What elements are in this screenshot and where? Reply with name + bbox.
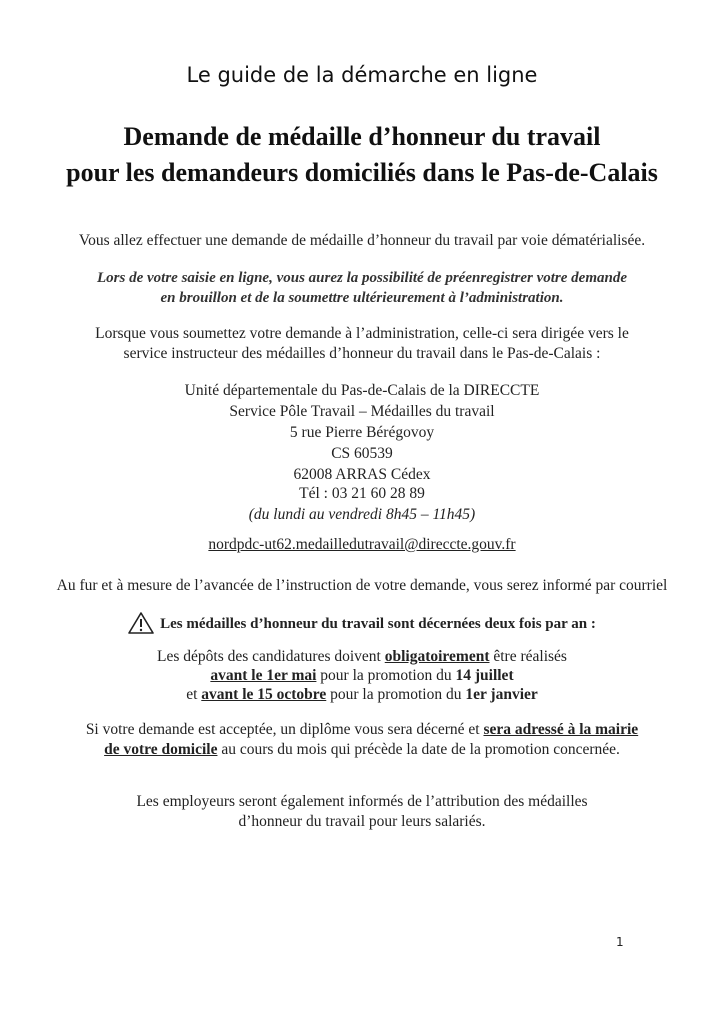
deadline-may: avant le 1er mai [210,667,317,684]
draft-note-line-2: en brouillon et de la soumettre ultérieurement à l’administration. [160,290,564,306]
acceptance-line-1: Si votre demande est acceptée, un diplôme vous sera décerné et sera adressé à la mairie [85,721,639,738]
acceptance-line-2: de votre domicile au cours du mois qui précède la date de la promotion concernée. [104,741,620,758]
employers-line-1: Les employeurs seront également informés de l’attribution des médailles [136,793,588,810]
address-line-3: 5 rue Pierre Bérégovoy [289,424,435,441]
deposit-line-2: avant le 1er mai pour la promotion du 14 juillet [210,667,514,684]
page-title-line-2: pour les demandeurs domiciliés dans le Pas-de-Calais [66,158,658,187]
intro-paragraph: Vous allez effectuer une demande de médaille d’honneur du travail par voie dématérialisée. [78,232,646,249]
warning-text: Les médailles d’honneur du travail sont décernées deux fois par an : [160,616,596,632]
promotion-january: 1er janvier [465,686,538,703]
office-hours: (du lundi au vendredi 8h45 – 11h45) [248,506,476,523]
address-line-4: CS 60539 [331,445,393,462]
warning-row [0,612,724,639]
page-number: 1 [616,935,624,949]
submit-paragraph-line-2: service instructeur des médailles d’honneur du travail dans le Pas-de-Calais : [123,345,601,362]
employers-line-2: d’honneur du travail pour leurs salariés. [238,813,486,830]
address-line-5: 62008 ARRAS Cédex [293,466,431,483]
sent-to-town-hall: sera adressé à la mairie [483,721,639,738]
draft-note-line-1: Lors de votre saisie en ligne, vous aurez la possibilité de préenregistrer votre demande [97,270,627,286]
deadline-october: avant le 15 octobre [201,686,327,703]
guide-heading: Le guide de la démarche en ligne [186,63,538,87]
address-line-2: Service Pôle Travail – Médailles du travail [229,403,495,420]
notification-info: Au fur et à mesure de l’avancée de l’instruction de votre demande, vous serez informé par courriel [56,577,668,594]
of-your-residence: de votre domicile [104,741,218,758]
warning-triangle-icon [128,612,154,639]
promotion-july: 14 juillet [455,667,514,684]
email-link[interactable]: nordpdc-ut62.medailledutravail@direccte.gouv.fr [208,536,516,553]
submit-paragraph-line-1: Lorsque vous soumettez votre demande à l’administration, celle-ci sera dirigée vers le [95,325,629,342]
address-line-1: Unité départementale du Pas-de-Calais de la DIRECCTE [184,382,540,399]
deposit-obligatory: obligatoirement [384,648,490,665]
deposit-line-1: Les dépôts des candidatures doivent obligatoirement être réalisés [157,648,567,665]
deposit-line-3: et avant le 15 octobre pour la promotion du 1er janvier [186,686,538,703]
page-title-line-1: Demande de médaille d’honneur du travail [123,122,601,151]
phone-number: Tél : 03 21 60 28 89 [299,485,425,502]
